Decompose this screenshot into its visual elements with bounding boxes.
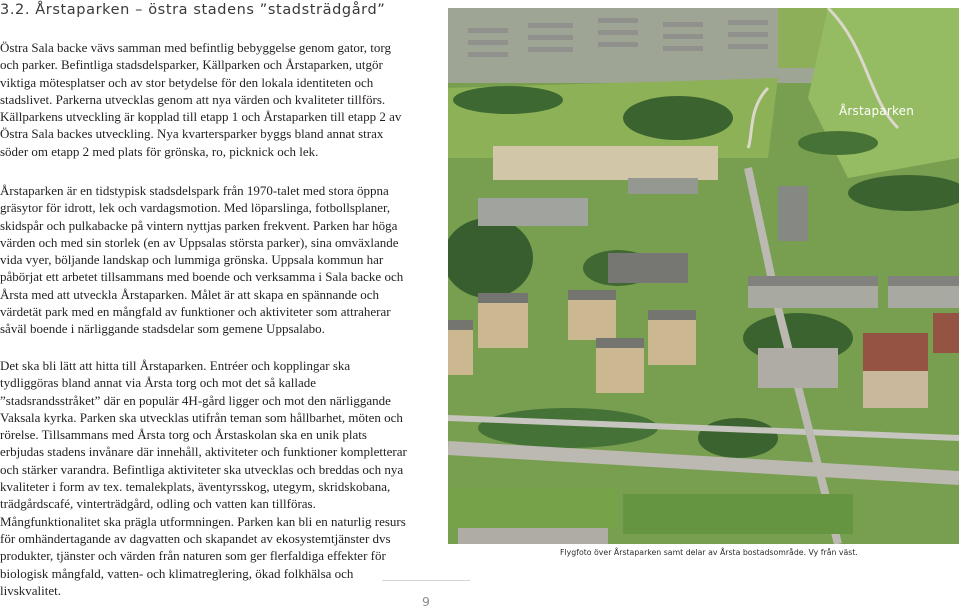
photo-caption: Flygfoto över Årstaparken samt delar av Årsta bostadsområde. Vy från väst.: [560, 548, 858, 557]
body-paragraph-park-description: Årstaparken är en tidstypisk stadsdelspark från 1970-talet med stora öppna gräsytor för idrott, lek och vardagsmotion. Med löparslinga, fotbollsplaner, skidspår och pulkabacke på vintern nyttjas parken frekvent. Parken har höga värden och med sin storlek (en av Uppsalas största parker), sina omväxlande vida vyer, böljande landskap och lummiga grönska. Uppsala kommun har påbörjat ett arbetet tillsammans med boende och verksamma i Sala backe och Årsta med att utveckla Årstaparken. Målet är att skapa en spännande och värdetät park med en mångfald av funktioner och aktiviteter som attraherar såväl boende i närliggande stadsdelar som gemene Uppsalabo.: [0, 183, 404, 337]
footer-divider: [382, 580, 470, 581]
section-heading: 3.2. Årstaparken – östra stadens ”stadsträdgård”: [0, 2, 386, 18]
page-number: 9: [422, 594, 430, 609]
aerial-photo: [448, 8, 959, 544]
body-paragraph-intro: Östra Sala backe vävs samman med befintlig bebyggelse genom gator, torg och parker. Befintliga stadsdelsparker, Källparken och Årstaparken, utgör viktiga mötesplatser och av stor betydelse för den lokala identiteten och stadslivet. Parkerna utvecklas genom att nya värden och kvaliteter tillförs. Källparkens utveckling är kopplad till etapp 1 och Årstaparken till etapp 2 av Östra Sala backes utveckling. Nya kvartersparker byggs bland annat strax söder om etapp 2 med plats för grönska, ro, picknick och lek.: [0, 40, 402, 159]
photo-label-arstaparken: Årstaparken: [839, 104, 915, 118]
body-paragraph-development: Det ska bli lätt att hitta till Årstaparken. Entréer och kopplingar ska tydliggöras bland annat via Årsta torg och mot det så kallade ”stadsrandsstråket” där en populär 4H-gård ligger och mot den närliggande Vaksala kyrka. Parken ska utvecklas utifrån teman som hållbarhet, möten och rörelse. Tillsammans med Årsta torg och Årstaskolan ska en unik plats erbjudas stadens invånare där innehåll, aktiviteter och funktioner kompletterar och stärker varandra. Befintliga aktiviteter ska utvecklas och breddas och nya kvaliteter i form av tex. temalekplats, äventyrsskog, utegym, skridskobana, trädgårdscafé, vinterträdgård, odling och vatten kan tillföras. Mångfunktionalitet ska prägla utformningen. Parken kan bli en naturlig resurs för omhändertagande av dagvatten och skapandet av ekosystemtjänster dvs produkter, tjänster och värden från naturen som ger flerfaldiga effekter för biologisk mångfald, vatten- och klimatreglering, ökad folkhälsa och livskvalitet.: [0, 358, 407, 598]
